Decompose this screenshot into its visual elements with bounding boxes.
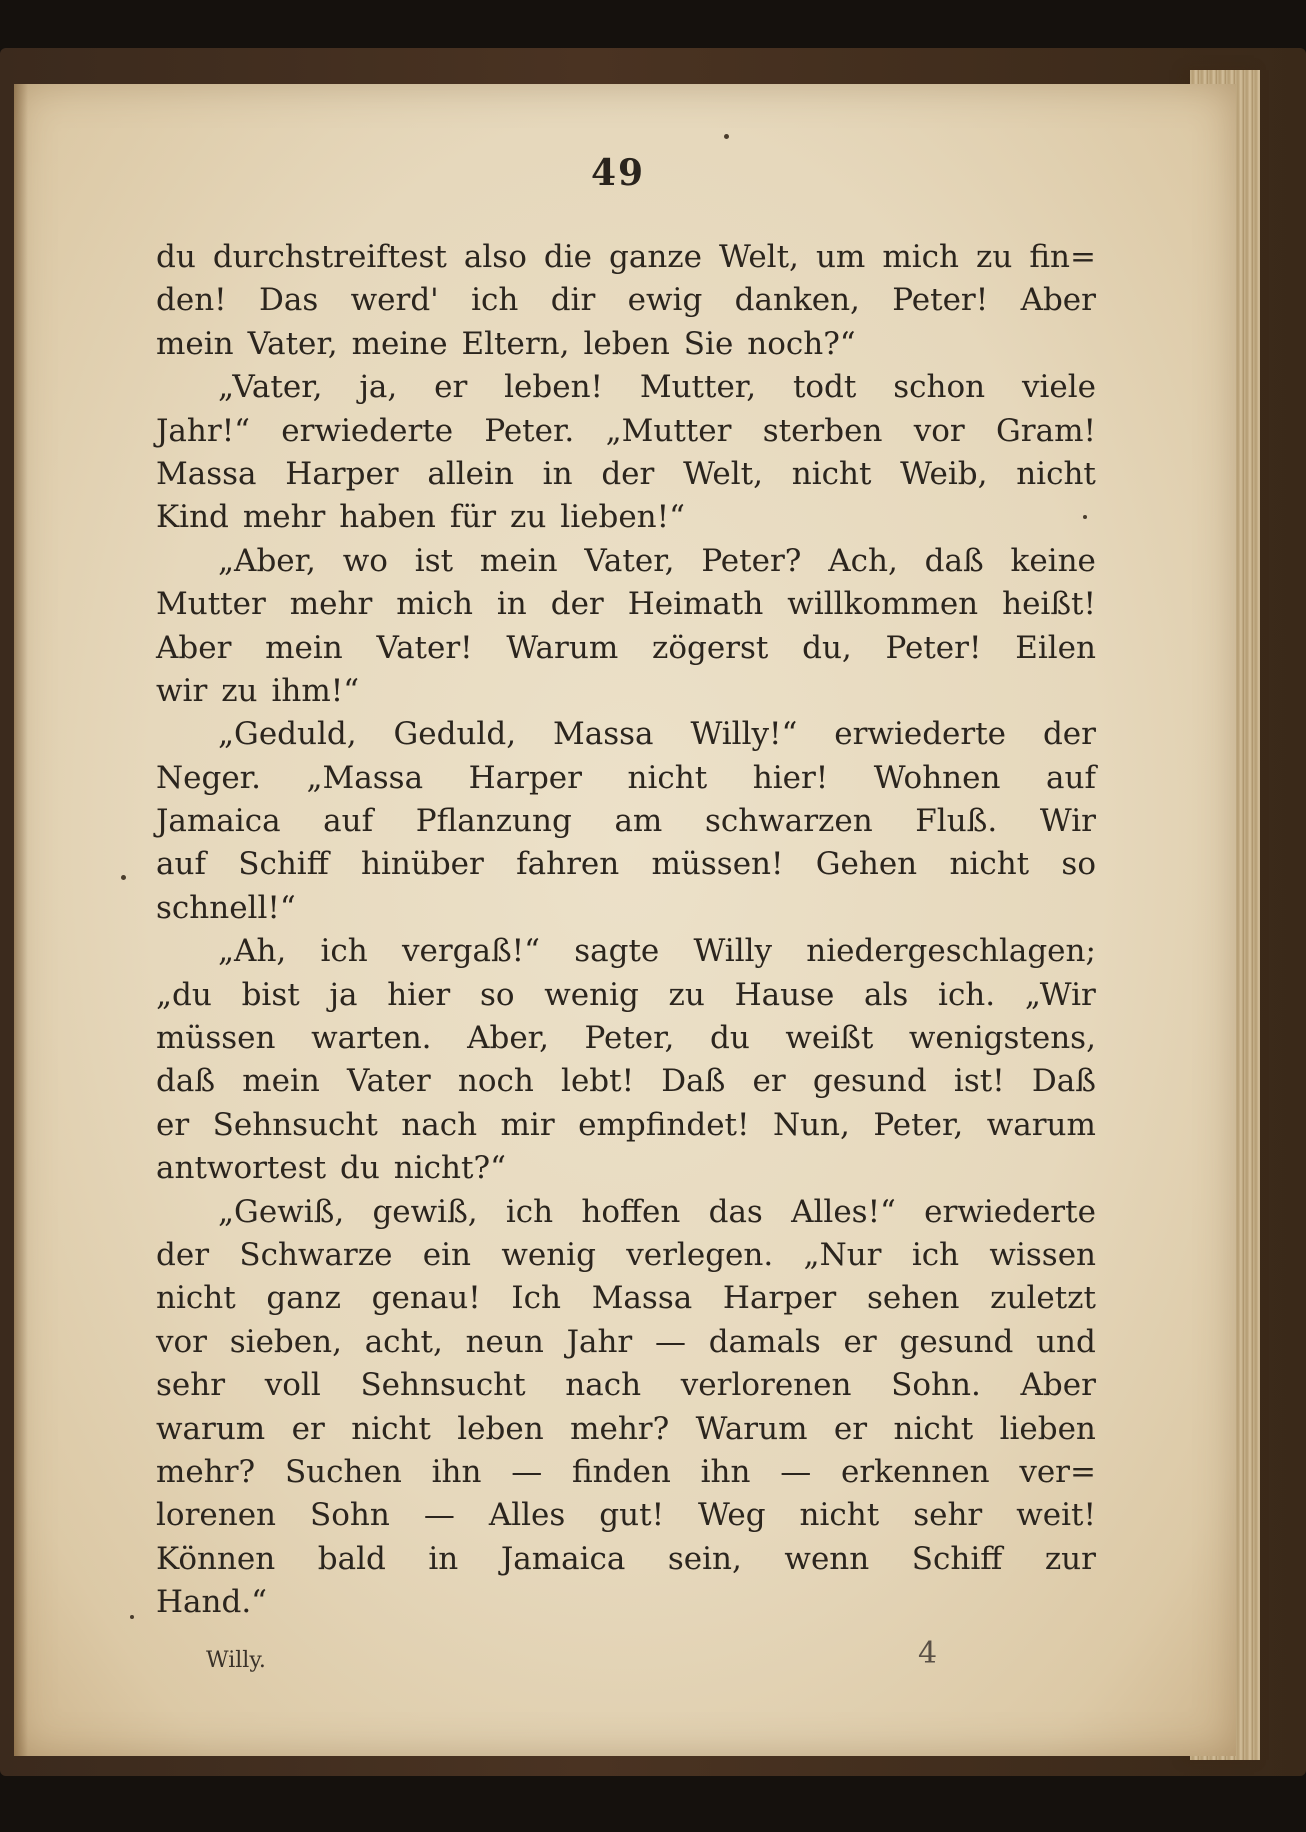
word: Suchen [284, 1453, 402, 1490]
word: Gram! [996, 412, 1096, 449]
word: Vater! [376, 629, 473, 666]
word: ein [422, 1236, 471, 1273]
word: nicht [949, 846, 1030, 883]
word: Harper [468, 759, 582, 796]
text-line [156, 1364, 1096, 1407]
word: mehr [242, 499, 326, 536]
word: der [550, 586, 604, 623]
text-line [156, 713, 1096, 756]
word: daß [156, 1063, 216, 1100]
word: Wohnen [873, 759, 1001, 796]
word: wenigstens, [908, 1020, 1096, 1057]
word: er [752, 1063, 786, 1100]
word: nicht [791, 455, 872, 492]
word: verlorenen [680, 1367, 852, 1404]
text-line [156, 583, 1096, 626]
word: lebt! [561, 1063, 635, 1100]
word: allein [427, 455, 514, 492]
word: werd' [350, 282, 439, 319]
word: heißt! [1002, 586, 1096, 623]
text-line [156, 236, 1096, 279]
word: leben [583, 325, 670, 362]
word: er [434, 369, 468, 406]
text-line [156, 1321, 1096, 1364]
word: wir [156, 672, 208, 709]
word: hinüber [361, 846, 484, 883]
text-line [156, 887, 1096, 930]
word: bald [317, 1540, 386, 1577]
word: Gehen [815, 846, 918, 883]
word: lorenen [156, 1497, 277, 1534]
word: ver= [1019, 1453, 1096, 1490]
word: ich. [938, 976, 996, 1013]
word: zur [1044, 1540, 1096, 1577]
word: willkommen [787, 586, 979, 623]
word: Peter. [484, 412, 575, 449]
word: Aber [1020, 1367, 1096, 1404]
word: in [496, 586, 527, 623]
ink-speck [130, 1615, 134, 1619]
word: wenig [501, 1236, 596, 1273]
word: Warum [506, 629, 619, 666]
word: schwarzen [704, 803, 873, 840]
word: sein, [667, 1540, 742, 1577]
word: Peter? [701, 542, 802, 579]
word: hoffen [581, 1193, 681, 1230]
word: sterben [762, 412, 883, 449]
text-line [156, 1494, 1096, 1537]
text-line [156, 1060, 1096, 1103]
word: Mutter, [639, 369, 757, 406]
word: empfindet! [578, 1106, 750, 1143]
word: Fluß. [915, 803, 998, 840]
word: schon [893, 369, 986, 406]
word: nicht [627, 759, 708, 796]
word: „Aber, [218, 542, 316, 579]
word: als [864, 976, 909, 1013]
word: voll [264, 1367, 321, 1404]
word: weißt [785, 1020, 874, 1057]
text-line [156, 1451, 1096, 1494]
word: er [156, 1106, 190, 1143]
word: nach [401, 1106, 478, 1143]
word: verlegen. [626, 1236, 774, 1273]
word: er [833, 1410, 868, 1447]
word: mehr? [570, 1410, 670, 1447]
word: Sehnsucht [212, 1106, 378, 1143]
word: gesund [812, 1063, 927, 1100]
word: — [511, 1453, 543, 1490]
text-line [156, 1234, 1096, 1277]
word: warum [156, 1410, 266, 1447]
text-line [156, 800, 1096, 843]
text-line [156, 366, 1096, 409]
word: bist [241, 976, 300, 1013]
word: Hand.“ [156, 1584, 268, 1621]
word: ewig [627, 282, 703, 319]
word: Schiff [911, 1540, 1003, 1577]
word: zögerst [651, 629, 769, 666]
word: nicht [351, 1410, 431, 1447]
word: Jamaica [500, 1540, 626, 1577]
word: mehr [289, 586, 373, 623]
word: lieben!“ [560, 499, 685, 536]
word: „Wir [1024, 976, 1096, 1013]
word: ich [911, 1236, 960, 1273]
word: zuletzt [990, 1280, 1096, 1317]
word: Daß [1031, 1063, 1096, 1100]
word: Hause [734, 976, 835, 1013]
word: „Nur [803, 1236, 882, 1273]
word: der [156, 1236, 210, 1273]
text-line [156, 410, 1096, 453]
word: mich [396, 586, 473, 623]
word: Aber [1020, 282, 1096, 319]
word: erwiederte [924, 1193, 1096, 1230]
word: noch [457, 1063, 534, 1100]
word: Sie [683, 325, 734, 362]
word: und [1036, 1323, 1096, 1360]
word: Sohn [310, 1497, 390, 1534]
word: sehen [866, 1280, 960, 1317]
word: Aber [156, 629, 232, 666]
page-number: 49 [590, 152, 646, 194]
word: am [614, 803, 663, 840]
word: ihm!“ [271, 672, 360, 709]
word: Weg [698, 1497, 766, 1534]
word: die [543, 239, 592, 275]
word: Pflanzung [415, 803, 572, 840]
text-line [156, 1017, 1096, 1060]
word: zu [668, 976, 705, 1013]
word: hier! [752, 759, 829, 796]
word: Sohn. [891, 1367, 981, 1404]
word: fin= [1029, 239, 1096, 275]
word: daß [924, 542, 984, 579]
text-line [156, 496, 1096, 539]
word: Massa [156, 455, 257, 492]
word: nicht [893, 1410, 974, 1447]
word: sehr [156, 1367, 226, 1404]
word: mich [882, 239, 959, 275]
word: Daß [661, 1063, 726, 1100]
word: Willy [693, 933, 773, 970]
word: du [156, 239, 196, 275]
word: mein [479, 542, 558, 579]
word: ist! [953, 1063, 1005, 1100]
word: wissen [989, 1236, 1096, 1273]
text-line [156, 1538, 1096, 1581]
word: Warum [695, 1410, 808, 1447]
text-line [156, 1581, 1096, 1624]
ink-speck [121, 875, 126, 880]
word: Geduld, [393, 716, 517, 753]
word: nicht?“ [393, 1150, 506, 1187]
word: Harper [722, 1280, 837, 1317]
word: der [601, 455, 655, 492]
word: ich [505, 1193, 554, 1230]
word: Willy!“ [690, 716, 798, 753]
word: Welt, [683, 455, 763, 492]
word: erwiederte [281, 412, 454, 449]
word: Massa [591, 1280, 693, 1317]
word: Massa [552, 716, 654, 753]
word: genau! [371, 1280, 481, 1317]
word: um [815, 239, 866, 275]
word: ganz [266, 1280, 341, 1317]
word: lieben [999, 1410, 1096, 1447]
word: wo [342, 542, 388, 579]
word: neun [465, 1323, 544, 1360]
word: ihn [431, 1453, 482, 1490]
word: — [780, 1453, 812, 1490]
word: „Massa [306, 759, 424, 796]
word: er [291, 1410, 325, 1447]
word: zu [221, 672, 258, 709]
word: fahren [516, 846, 620, 883]
word: niedergeschlagen; [806, 933, 1096, 970]
word: wenn [784, 1540, 870, 1577]
word: leben! [504, 369, 603, 406]
word: ist [414, 542, 454, 579]
text-line [156, 670, 1096, 713]
word: Eilen [1015, 629, 1096, 666]
word: Jahr!“ [156, 412, 250, 449]
word: mein [242, 1063, 320, 1100]
word: danken, [734, 282, 860, 319]
word: also [463, 239, 527, 275]
word: mein [156, 325, 234, 362]
word: — [423, 1497, 455, 1534]
word: Welt, [719, 239, 799, 275]
spine-shadow [14, 84, 28, 1756]
word: vergaß!“ [401, 933, 540, 970]
word: — [655, 1323, 687, 1360]
word: zu [510, 499, 547, 536]
text-line [156, 1104, 1096, 1147]
word: Vater, [247, 325, 338, 362]
ink-speck [724, 134, 729, 139]
word: Peter! [892, 282, 989, 319]
word: so [1061, 846, 1096, 883]
word: Peter, [584, 1020, 675, 1057]
word: Mutter [156, 586, 266, 623]
word: Ich [511, 1280, 561, 1317]
word: „Geduld, [218, 716, 357, 753]
word: in [428, 1540, 459, 1577]
word: haben [339, 499, 436, 536]
word: nicht [1016, 455, 1096, 492]
word: leben [457, 1410, 544, 1447]
word: „Vater, [218, 369, 323, 406]
word: noch?“ [747, 325, 856, 362]
word: antwortest [156, 1150, 327, 1187]
word: Vater [347, 1063, 431, 1100]
word: mehr? [156, 1453, 256, 1490]
text-line [156, 1191, 1096, 1234]
word: todt [792, 369, 857, 406]
text-line [156, 279, 1096, 322]
word: meine [351, 325, 448, 362]
word: Eltern, [461, 325, 570, 362]
word: Schiff [238, 846, 329, 883]
word: finden [571, 1453, 671, 1490]
word: Peter, [873, 1106, 964, 1143]
word: auf [156, 846, 206, 883]
signature-mark: Willy. [206, 1648, 266, 1673]
word: „Mutter [605, 412, 732, 449]
word: müssen! [651, 846, 784, 883]
body-text [156, 236, 1096, 1625]
text-line [156, 1277, 1096, 1320]
word: Ach, [828, 542, 898, 579]
word: das [708, 1193, 763, 1230]
word: Sehnsucht [360, 1367, 526, 1404]
word: Harper [285, 455, 399, 492]
word: durchstreiftest [212, 239, 447, 275]
word: Weib, [900, 455, 988, 492]
word: Können [156, 1540, 276, 1577]
word: Wir [1039, 803, 1096, 840]
text-line [156, 453, 1096, 496]
word: warten. [311, 1020, 432, 1057]
word: auf [323, 803, 374, 840]
gathering-number: 4 [918, 1636, 938, 1671]
word: nicht [156, 1280, 236, 1317]
text-line [156, 974, 1096, 1017]
word: schnell!“ [156, 889, 296, 926]
word: hier [387, 976, 451, 1013]
word: sieben, [229, 1323, 342, 1360]
word: acht, [364, 1323, 443, 1360]
word: den! [156, 282, 227, 319]
word: zu [975, 239, 1013, 275]
word: viele [1021, 369, 1096, 406]
word: „Ah, [218, 933, 287, 970]
word: vor [156, 1323, 207, 1360]
word: mein [265, 629, 343, 666]
text-line [156, 1408, 1096, 1451]
word: ich [320, 933, 368, 970]
word: ganze [609, 239, 702, 275]
word: gewiß, [372, 1193, 478, 1230]
word: der [1042, 716, 1096, 753]
word: sehr [913, 1497, 983, 1534]
word: er [843, 1323, 877, 1360]
word: damals [708, 1323, 821, 1360]
word: Schwarze [239, 1236, 393, 1273]
word: Peter! [885, 629, 982, 666]
word: erwiederte [834, 716, 1007, 753]
word: Neger. [156, 759, 261, 796]
word: so [479, 976, 515, 1013]
word: „Gewiß, [218, 1193, 345, 1230]
text-line [156, 930, 1096, 973]
word: nach [565, 1367, 642, 1404]
word: du [340, 1150, 380, 1187]
word: gut! [599, 1497, 665, 1534]
text-line [156, 323, 1096, 366]
word: warum [986, 1106, 1096, 1143]
word: ihn [700, 1453, 751, 1490]
word: du, [802, 629, 852, 666]
text-line [156, 627, 1096, 670]
word: keine [1010, 542, 1096, 579]
text-line [156, 1147, 1096, 1190]
word: nicht [799, 1497, 880, 1534]
word: ich [471, 282, 519, 319]
word: Vater, [584, 542, 675, 579]
word: Das [259, 282, 319, 319]
word: für [449, 499, 497, 536]
word: „du [156, 976, 212, 1013]
word: vor [913, 412, 965, 449]
word: Alles!“ [791, 1193, 896, 1230]
word: Nun, [772, 1106, 850, 1143]
word: weit! [1016, 1497, 1096, 1534]
word: erkennen [841, 1453, 990, 1490]
word: Jahr [566, 1323, 633, 1360]
word: wenig [544, 976, 639, 1013]
word: gesund [899, 1323, 1014, 1360]
word: ja [329, 976, 358, 1013]
word: Jamaica [156, 803, 281, 840]
word: ja, [359, 369, 398, 406]
word: Aber, [467, 1020, 549, 1057]
word: sagte [574, 933, 660, 970]
text-line [156, 540, 1096, 583]
word: auf [1046, 759, 1096, 796]
word: du [709, 1020, 750, 1057]
word: Alles [488, 1497, 566, 1534]
word: Kind [156, 499, 229, 536]
word: mir [500, 1106, 555, 1143]
word: Heimath [627, 586, 764, 623]
ink-speck [1083, 515, 1087, 519]
text-line [156, 843, 1096, 886]
word: müssen [156, 1020, 276, 1057]
word: dir [550, 282, 596, 319]
word: in [542, 455, 573, 492]
text-line [156, 757, 1096, 800]
